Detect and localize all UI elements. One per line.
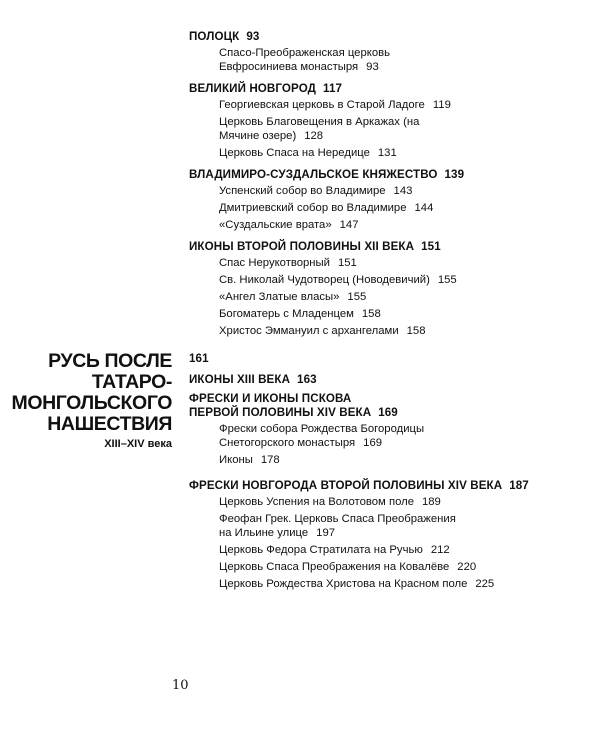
entry-page: 169 [363, 437, 383, 449]
toc-entry[interactable]: «Суздальские врата» 147 [219, 219, 359, 231]
toc-section-pskov [189, 392, 589, 467]
toc-section-icons-xiii [189, 373, 589, 387]
entry-page: 155 [347, 291, 367, 303]
section-page: 139 [444, 168, 465, 181]
entry-page: 119 [432, 99, 451, 111]
toc-entry[interactable]: «Ангел Златые власы» 155 [219, 291, 367, 303]
toc-entry[interactable]: Св. Николай Чудотворец (Новодевичий) 155 [219, 274, 457, 286]
entry-page: 155 [437, 274, 457, 286]
entry-page: 212 [430, 544, 450, 556]
section-title[interactable]: ИКОНЫ XIII ВЕКА 163 [189, 373, 317, 386]
section-page: 151 [421, 240, 441, 253]
entry-page: 197 [316, 527, 336, 539]
toc-entry[interactable]: Церковь Рождества Христова на Красном поле 225 [219, 578, 495, 590]
entry-page: 144 [414, 202, 434, 214]
toc-entry[interactable]: Иконы 178 [219, 454, 280, 466]
toc-section-novgorod-xiv [189, 479, 589, 591]
entry-page: 225 [475, 578, 495, 590]
toc-section-polotsk [189, 30, 589, 74]
toc-section-vladimir-suzdal [189, 168, 589, 232]
section-title[interactable]: ВЛАДИМИРО-СУЗДАЛЬСКОЕ КНЯЖЕСТВО 139 [189, 168, 465, 181]
entry-page: 158 [406, 325, 426, 337]
toc-entry[interactable]: Успенский собор во Владимире 143 [219, 185, 413, 197]
toc-entry[interactable]: Спас Нерукотворный 151 [219, 257, 357, 269]
section-page: 187 [509, 479, 529, 492]
section-page: 117 [323, 82, 343, 95]
toc-entry[interactable]: Спасо-Преображенская церковь Евфросиниева монастыря 93 [219, 47, 390, 73]
section-title[interactable]: ФРЕСКИ И ИКОНЫ ПСКОВА ПЕРВОЙ ПОЛОВИНЫ XIV ВЕКА 169 [189, 392, 398, 419]
entry-page: 178 [260, 454, 280, 466]
page-number: 10 [172, 678, 189, 693]
entry-page: 158 [361, 308, 381, 320]
toc-entry[interactable]: Церковь Спаса Преображения на Ковалёве 220 [219, 561, 477, 573]
section-page: 163 [297, 373, 317, 386]
entry-page: 128 [304, 130, 324, 142]
part-subtitle: XIII–XIV века [104, 438, 172, 450]
entry-page: 151 [337, 257, 357, 269]
toc-entry[interactable]: Церковь Спаса на Нередице 131 [219, 147, 397, 159]
section-title[interactable]: ФРЕСКИ НОВГОРОДА ВТОРОЙ ПОЛОВИНЫ XIV ВЕКА 187 [189, 479, 529, 492]
toc-section-novgorod [189, 82, 589, 160]
toc-entry[interactable]: Фрески собора Рождества Богородицы Снетогорского монастыря 169 [219, 423, 425, 449]
entry-page: 131 [377, 147, 397, 159]
section-page: 169 [378, 406, 398, 419]
entry-page: 143 [393, 185, 413, 197]
toc-entry[interactable]: Богоматерь с Младенцем 158 [219, 308, 381, 320]
toc-entry[interactable]: Церковь Федора Стратилата на Ручью 212 [219, 544, 450, 556]
part-page-number[interactable]: 161 [189, 352, 209, 365]
toc-entry[interactable]: Церковь Благовещения в Аркажах (на Мячине озере) 128 [219, 116, 420, 142]
section-page: 93 [246, 30, 260, 43]
toc-entry[interactable]: Дмитриевский собор во Владимире 144 [219, 202, 434, 214]
toc-entry[interactable]: Христос Эммануил с архангелами 158 [219, 325, 426, 337]
toc-entry[interactable]: Георгиевская церковь в Старой Ладоге 119 [219, 99, 451, 111]
toc-upper [189, 30, 589, 346]
toc-entry[interactable]: Феофан Грек. Церковь Спаса Преображения на Ильине улице 197 [219, 513, 456, 539]
entry-page: 93 [366, 61, 379, 73]
entry-page: 220 [457, 561, 477, 573]
section-title[interactable]: ПОЛОЦК 93 [189, 30, 260, 43]
toc-section-icons-xii [189, 240, 589, 338]
entry-page: 189 [421, 496, 441, 508]
part-title: РУСЬ ПОСЛЕ ТАТАРО- МОНГОЛЬСКОГО НАШЕСТВИЯ [11, 350, 172, 435]
toc-lower [189, 352, 589, 600]
part-heading [11, 351, 172, 451]
toc-entry[interactable]: Церковь Успения на Волотовом поле 189 [219, 496, 441, 508]
section-title[interactable]: ВЕЛИКИЙ НОВГОРОД 117 [189, 82, 343, 95]
section-title[interactable]: ИКОНЫ ВТОРОЙ ПОЛОВИНЫ XII ВЕКА 151 [189, 240, 441, 253]
entry-page: 147 [339, 219, 359, 231]
part-page [189, 352, 589, 366]
